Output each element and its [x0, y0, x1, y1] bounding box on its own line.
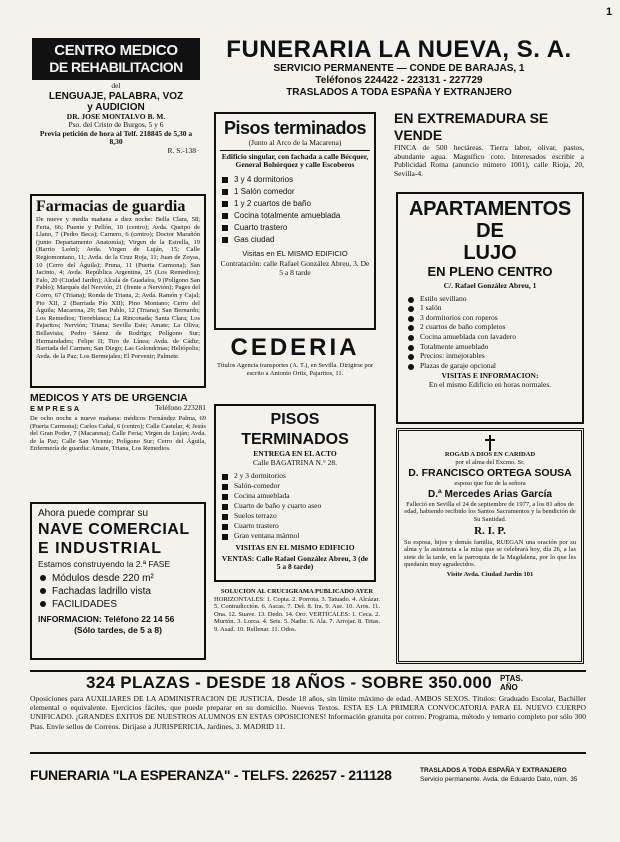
- esquela-widow: D.ª Mercedes Arias García: [428, 488, 552, 500]
- apartamentos-item: Estilo sevillano: [406, 294, 578, 304]
- pisos2-visit: VISITAS EN EL MISMO EDIFICIO: [235, 543, 355, 553]
- esquela-esposo: esposo que fue de la señora: [454, 480, 526, 488]
- crucigrama: [214, 588, 380, 666]
- pisos2-title: PISOS TERMINADOS: [241, 411, 349, 448]
- centro-doctor: DR. JOSE MONTALVO B. M.: [66, 111, 166, 121]
- centro-medico-header: [32, 38, 200, 80]
- esquela-ruego: ROGAD A DIOS EN CARIDAD: [444, 451, 536, 458]
- pisos2-item: Salón-comedor: [220, 481, 370, 491]
- nave-ad: [30, 502, 206, 660]
- apartamentos-item: Plazas de garaje opcional: [406, 361, 578, 371]
- centro-medico-ad: [32, 38, 200, 176]
- pisos2-item: 2 y 3 dormitorios: [220, 471, 370, 481]
- pisos2-sub1: ENTREGA EN EL ACTO: [253, 449, 337, 458]
- esperanza-right-2: Servicio permanente. Avda. de Eduardo Dato, núm. 35: [420, 776, 578, 783]
- pisos2-item: Cuarto trastero: [220, 521, 370, 531]
- page-mark: 1: [606, 6, 613, 18]
- farmacias-ad: [30, 194, 206, 388]
- farmacias-body: De nueve y media mañana a diez noche: Bella Clara, 58; Feria, 66; Puente y Pellón, 10 (centro); Avda. Queipo de Llano, 7 (Pedro Beca); Carnero, 6 (centro); Doctor Marañón (junto Departamento Anatomía); Virgen de la Estrella, 19 (Barrio León); Avda. Virgen de Luján, 15; Calle Regiomontano, 11; Avda. de la Cruz Roja, 11; Juan de Zoyas, 10 (Cerro del Águila); Pruna, 11 (Puerta Carmona); San Jacinto, 4; Avda. República Argentina, 25 (Los Remedios); Falo, 20 (Ciudad Jardín); Alcalá de Guadaíra, 9 (Polígono San Pablo); Marqués del Nervión, 21 (frente a Nervión); Pages del Corro, 67 (Triana); Ronda de Triana, 2; Avda. Ramón y Cajal; Pio XII, 2 (Barriada Pío XII); Pino Montano; Cerro del Águila; Macarena, 29; San Pablo, 12 (Triana); San Bernardo; Los Remedios; Torreblanca; La Rinconada; Santa Clara; Los Pajaritos; Nervión; Triana; Sevilla Este; Amate; La Oliva; Bellavista; Pedro Sáenz de Rodrigo; Polígono Sur; Hermandades; Felipe II; Tiro de Línea; Avda. de Cádiz; Barriada del Carmen; San Diego; Las Golondrinas; Heliópolis; Avda. de la Paz; Los Bermejales; El Porvenir; Palmete.: [36, 216, 200, 360]
- centro-ref: R. S.-138: [167, 145, 196, 155]
- apartamentos-item: Cocina amueblada con lavadero: [406, 332, 578, 342]
- esperanza-right-1: TRASLADOS A TODA ESPAÑA Y EXTRANJERO: [420, 767, 567, 774]
- pisos1-visit: Visitas en EL MISMO EDIFICIO: [242, 248, 348, 258]
- apartamentos-item: 3 dormitorios con roperos: [406, 313, 578, 323]
- cederia-title: CEDERIA: [230, 334, 360, 361]
- esquela: [396, 428, 584, 664]
- pisos1-item: Cocina totalmente amueblada: [220, 210, 370, 222]
- esquela-alma: por el alma del Excmo. Sr.: [455, 458, 525, 466]
- esquela-body: Falleció en Sevilla el 24 de septiembre de 1977, a los 81 años de edad, habiendo recibido los Santos Sacramentos y la bendición de Su Santidad.: [404, 500, 576, 523]
- pisos1-sub: (Junto al Arco de la Macarena): [220, 139, 370, 151]
- pisos2-sub2: Calle BAGATRINA N.° 28.: [252, 457, 338, 467]
- plazas-header: [30, 672, 586, 694]
- centro-medico-title-2: DE REHABILITACION: [49, 59, 183, 75]
- medicos-body: De ocho noche a nueve mañana: médicos Fernández Palma, 69 (Puerta Carmona); Carlos Cañal, 6 (centro); Calle Castelar, 4; Jesús del Gran Poder, 7 (Macarena); Calle Feria; Virgen de Luján; Avda. de la Paz; Calle San Vicente; Polígono Sur; Cerro del Águila, Enfermería de guardia: Amate, Triana, Los Remedios.: [30, 415, 206, 453]
- funeraria-nueva-ad: [210, 36, 588, 106]
- apartamentos-items: [402, 294, 578, 371]
- medicos-phone: Teléfono 223281: [155, 403, 206, 412]
- centro-medico-title: CENTRO MEDICO: [54, 42, 178, 59]
- medicos-title: MEDICOS Y ATS DE URGENCIA: [30, 392, 188, 404]
- nave-phone: Teléfono 22 14 56: [104, 614, 175, 624]
- extremadura-title: EN EXTREMADURA SE VENDE: [394, 110, 549, 143]
- pisos2-items: [220, 471, 370, 541]
- funeraria-nueva-line2: Teléfonos 224422 - 223131 - 227729: [315, 75, 483, 86]
- apartamentos-lujo: LUJO: [463, 242, 517, 264]
- esquela-family: Su esposa, hijos y demás familia, RUEGAN una oración por su alma y la asistencia a la misa que se celebrará hoy, día 26, a las siete de la tarde, en la parroquia de la Magdalena, por lo que les quedarán muy agradecidos.: [404, 538, 576, 569]
- nave-title-2: E INDUSTRIAL: [38, 540, 162, 557]
- funeraria-nueva-line1: SERVICIO PERMANENTE — CONDE DE BARAJAS, 1: [273, 63, 525, 74]
- crucigrama-title: SOLUCION AL CRUCIGRAMA PUBLICADO AYER: [220, 588, 374, 595]
- apartamentos-visit-2: En el mismo Edificio en horas normales.: [428, 379, 552, 389]
- pisos2-ad: [214, 404, 376, 582]
- pisos1-item: Cuarto trastero: [220, 222, 370, 234]
- plazas-ad: [30, 670, 586, 754]
- apartamentos-item: Totalmente amueblado: [406, 342, 578, 352]
- plazas-ptas: PTAS. AÑO: [499, 674, 523, 692]
- apartamentos-visit: VISITAS E INFORMACION:: [441, 371, 539, 381]
- pisos1-items: [220, 174, 370, 246]
- esperanza-ad: [30, 760, 590, 790]
- esquela-name: D. FRANCISCO ORTEGA SOUSA: [408, 467, 572, 480]
- pisos2-item: Cuarto de baño y cuarto aseo: [220, 501, 370, 511]
- nave-title: NAVE COMERCIAL: [38, 521, 190, 538]
- farmacias-title: Farmacias de guardia: [36, 198, 186, 215]
- apartamentos-title: APARTAMENTOS: [409, 198, 571, 220]
- crucigrama-body: HORIZONTALES: 1. Copta. 2. Porrota. 3. Tatuado. 4. Alcázar. 5. Contradicción. 6. Ascas. 7. Del. 8. Ira. 9. Ase. 10. Aros. 11. Ona. 12. Suave. 13. Dedo. 14. Oro. VERTICALES: 1. Ceca. 2. Murtón. 3. Lorca. 4. Seis. 5. Nadie. 6. Ala. 7. Arrojar. 8. Tetas. 9. Asad. 10. Rellenar. 11. Odos.: [214, 595, 380, 633]
- cederia-body: Títulos Agencia transportes (A. T.), en Sevilla. Dirigirse por escrito a Antonio Ortiz, Pajaritos, 11.: [216, 362, 374, 377]
- medicos-subline: [30, 404, 206, 413]
- esperanza-title: FUNERARIA "LA ESPERANZA" - TELFS. 226257 - 211128: [30, 767, 392, 783]
- nave-info-line: [38, 613, 198, 625]
- pisos2-item: Cocina amueblada: [220, 491, 370, 501]
- centro-del: del: [111, 81, 121, 90]
- cross-icon: [484, 435, 496, 451]
- centro-hours: Previa petición de hora al Telf. 218845 de 5,30 a 8,30: [39, 128, 193, 147]
- pisos2-item: Suelos terrazo: [220, 511, 370, 521]
- pisos1-desc: Edificio singular, con fachada a calle Bécquer, General Bohórquez y calle Escoberos: [221, 151, 369, 170]
- funeraria-nueva-title: FUNERARIA LA NUEVA, S. A.: [226, 36, 572, 63]
- pisos1-item: Gas ciudad: [220, 234, 370, 246]
- nave-hours: (Sólo tardes, de 5 a 8): [74, 625, 162, 635]
- apartamentos-sub: EN PLENO CENTRO: [427, 264, 553, 279]
- centro-services: LENGUAJE, PALABRA, VOZ y AUDICION: [48, 90, 184, 113]
- nave-intro: Ahora puede comprar su: [38, 508, 149, 519]
- esperanza-right: [420, 766, 590, 784]
- pisos1-ad: [214, 112, 376, 330]
- apartamentos-de: DE: [476, 220, 504, 242]
- nave-item: FACILIDADES: [38, 598, 198, 611]
- nave-fase: Estamos construyendo la 2.ª FASE: [38, 559, 171, 569]
- pisos1-item: 3 y 4 dormitorios: [220, 174, 370, 186]
- extremadura-ad: [394, 110, 584, 186]
- apartamentos-ad: [396, 192, 584, 424]
- apartamentos-item: Precios: inmejorables: [406, 351, 578, 361]
- nave-items: [38, 572, 198, 611]
- nave-item: Módulos desde 220 m²: [38, 572, 198, 585]
- pisos1-title: Pisos terminados: [223, 118, 367, 138]
- plazas-title: 324 PLAZAS - DESDE 18 AÑOS - SOBRE 350.000: [86, 673, 492, 692]
- cederia-ad: [214, 334, 376, 392]
- funeraria-nueva-line3: TRASLADOS A TODA ESPAÑA Y EXTRANJERO: [286, 87, 512, 98]
- apartamentos-address: C/. Rafael González Abreu, 1: [443, 281, 537, 290]
- medicos-sub: E M P R E S A: [30, 404, 80, 413]
- apartamentos-item: 2 cuartos de baño completos: [406, 322, 578, 332]
- nave-info-label: INFORMACION:: [38, 614, 102, 624]
- nave-item: Fachadas ladrillo vista: [38, 585, 198, 598]
- esquela-rip: R. I. P.: [474, 524, 506, 537]
- extremadura-body: FINCA de 500 hectáreas. Tierra labor, olivar, pastos, abundante agua. Magnífico coto. Interesados escribir a Publicidad Roma (anuncio número 1001), calle Rioja, 20, Sevilla-4.: [394, 143, 584, 178]
- plazas-body: Oposiciones para AUXILIARES DE LA ADMINISTRACION DE JUSTICIA. Desde 18 años, sin límite máximo de edad. AMBOS SEXOS. Títulos: Graduado Escolar, Bachiller elemental o equivalente. Ejercicios fáciles, que puede preparar en su domicilio. Nuevos Textos. ESTA ES LA PRIMERA CONVOCATORIA PARA EL NUEVO CUERPO UNIFICADO. ¡GRANDES EXITOS DE NUESTROS ALUMNOS EN ESTAS OPOSICIONES! Información gratuita por correo. Programa, método y temario completo por sólo 300 Ptas. Envíe sellos de Correos. Diríjase a JURISPERICIA, Jardines, 3. MADRID 11.: [30, 694, 586, 731]
- pisos1-item: 1 Salón comedor: [220, 186, 370, 198]
- pisos2-item: Gran ventana mármol: [220, 531, 370, 541]
- apartamentos-item: 1 salón: [406, 303, 578, 313]
- pisos1-contract: Contratación: calle Rafael González Abreu, 3. De 5 a 8 tarde: [220, 259, 370, 277]
- pisos2-ventas: VENTAS: Calle Rafael González Abreu, 3 (de 5 a 8 tarde): [221, 553, 369, 572]
- medicos-ad: [30, 392, 206, 490]
- centro-address: Pso. del Cristo de Burgos, 5 y 6: [68, 120, 164, 130]
- pisos1-item: 1 y 2 cuartos de baño: [220, 198, 370, 210]
- esquela-address: Visite Avda. Ciudad Jardín 101: [446, 570, 534, 578]
